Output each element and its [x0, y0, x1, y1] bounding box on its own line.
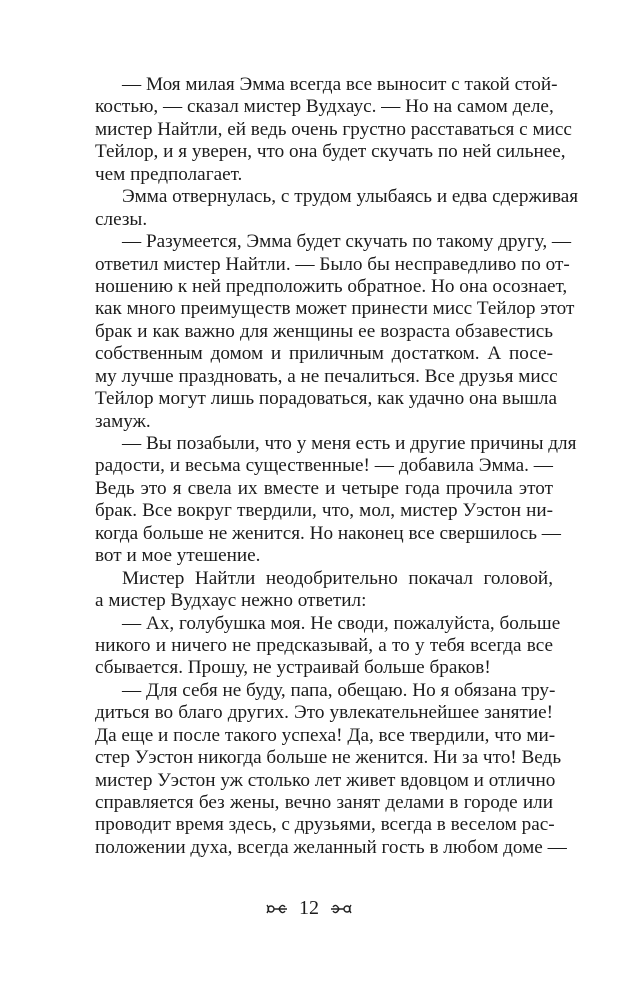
- fleuron-left-icon: [265, 902, 289, 916]
- text-line: когда больше не женится. Но наконец все свершилось —: [95, 522, 561, 544]
- text-line: вот и мое утешение.: [95, 545, 261, 567]
- text-line: слезы.: [95, 208, 148, 230]
- text-line: Эмма отвернулась, с трудом улыбаясь и едва сдерживая: [122, 186, 579, 208]
- fleuron-right-icon: [329, 902, 353, 916]
- text-line: положении духа, всегда желанный гость в любом доме —: [95, 836, 567, 858]
- text-line: стер Уэстон никогда больше не женится. Ни за что! Ведь: [95, 747, 562, 769]
- text-line: мистер Уэстон уж столько лет живет вдовцом и отлично: [95, 769, 556, 791]
- text-line: чем предполагает.: [95, 163, 243, 185]
- text-line: сбывается. Прошу, не устраивай больше браков!: [95, 657, 491, 679]
- text-line: радости, и весьма существенные! — добавила Эмма. —: [95, 455, 553, 477]
- text-line: Да еще и после такого успеха! Да, все твердили, что ми-: [95, 724, 556, 746]
- text-line: как много преимуществ может принести мисс Тейлор этот: [95, 298, 575, 320]
- text-line: проводит время здесь, с друзьями, всегда в веселом рас-: [95, 814, 555, 836]
- page-footer: [0, 897, 618, 920]
- text-line: Ведь это я свела их вместе и четыре года прочила этот: [95, 477, 553, 499]
- text-line: собственным домом и приличным достатком. А посе-: [95, 343, 553, 365]
- page-number: 12: [299, 897, 319, 919]
- text-line: никого и ничего не предсказывай, а то у тебя всегда все: [95, 634, 553, 656]
- text-line: — Ах, голубушка моя. Не своди, пожалуйста, больше: [122, 612, 561, 634]
- text-line: диться во благо других. Это увлекательнейшее занятие!: [95, 702, 553, 724]
- text-line: справляется без жены, вечно занят делами в городе или: [95, 792, 553, 813]
- body-text: [95, 74, 579, 859]
- text-line: Тейлор, и я уверен, что она будет скучать по ней сильнее,: [95, 141, 566, 163]
- text-line: ответил мистер Найтли. — Было бы несправедливо по от-: [95, 253, 570, 275]
- text-line: брак. Все вокруг твердили, что, мол, мистер Уэстон ни-: [95, 500, 553, 522]
- text-line: — Разумеется, Эмма будет скучать по такому другу, —: [122, 231, 572, 253]
- text-line: — Вы позабыли, что у меня есть и другие причины для: [122, 433, 577, 454]
- text-line: Тейлор могут лишь порадоваться, как удачно она вышла: [95, 388, 557, 410]
- text-line: мистер Найтли, ей ведь очень грустно расставаться с мисс: [95, 118, 572, 140]
- text-line: брак и как важно для женщины ее возраста обзавестись: [95, 320, 553, 342]
- text-line: ношению к ней предположить обратное. Но она осознает,: [95, 275, 568, 297]
- text-line: замуж.: [95, 410, 151, 432]
- text-line: костью, — сказал мистер Вудхаус. — Но на самом деле,: [95, 96, 554, 118]
- text-line: му лучше праздновать, а не печалиться. Все друзья мисс: [95, 365, 558, 387]
- text-line: — Моя милая Эмма всегда все выносит с такой стой-: [122, 74, 558, 95]
- text-line: Мистер Найтли неодобрительно покачал головой,: [122, 567, 553, 589]
- text-line: — Для себя не буду, папа, обещаю. Но я обязана тру-: [122, 679, 556, 701]
- text-line: а мистер Вудхаус нежно ответил:: [95, 590, 367, 612]
